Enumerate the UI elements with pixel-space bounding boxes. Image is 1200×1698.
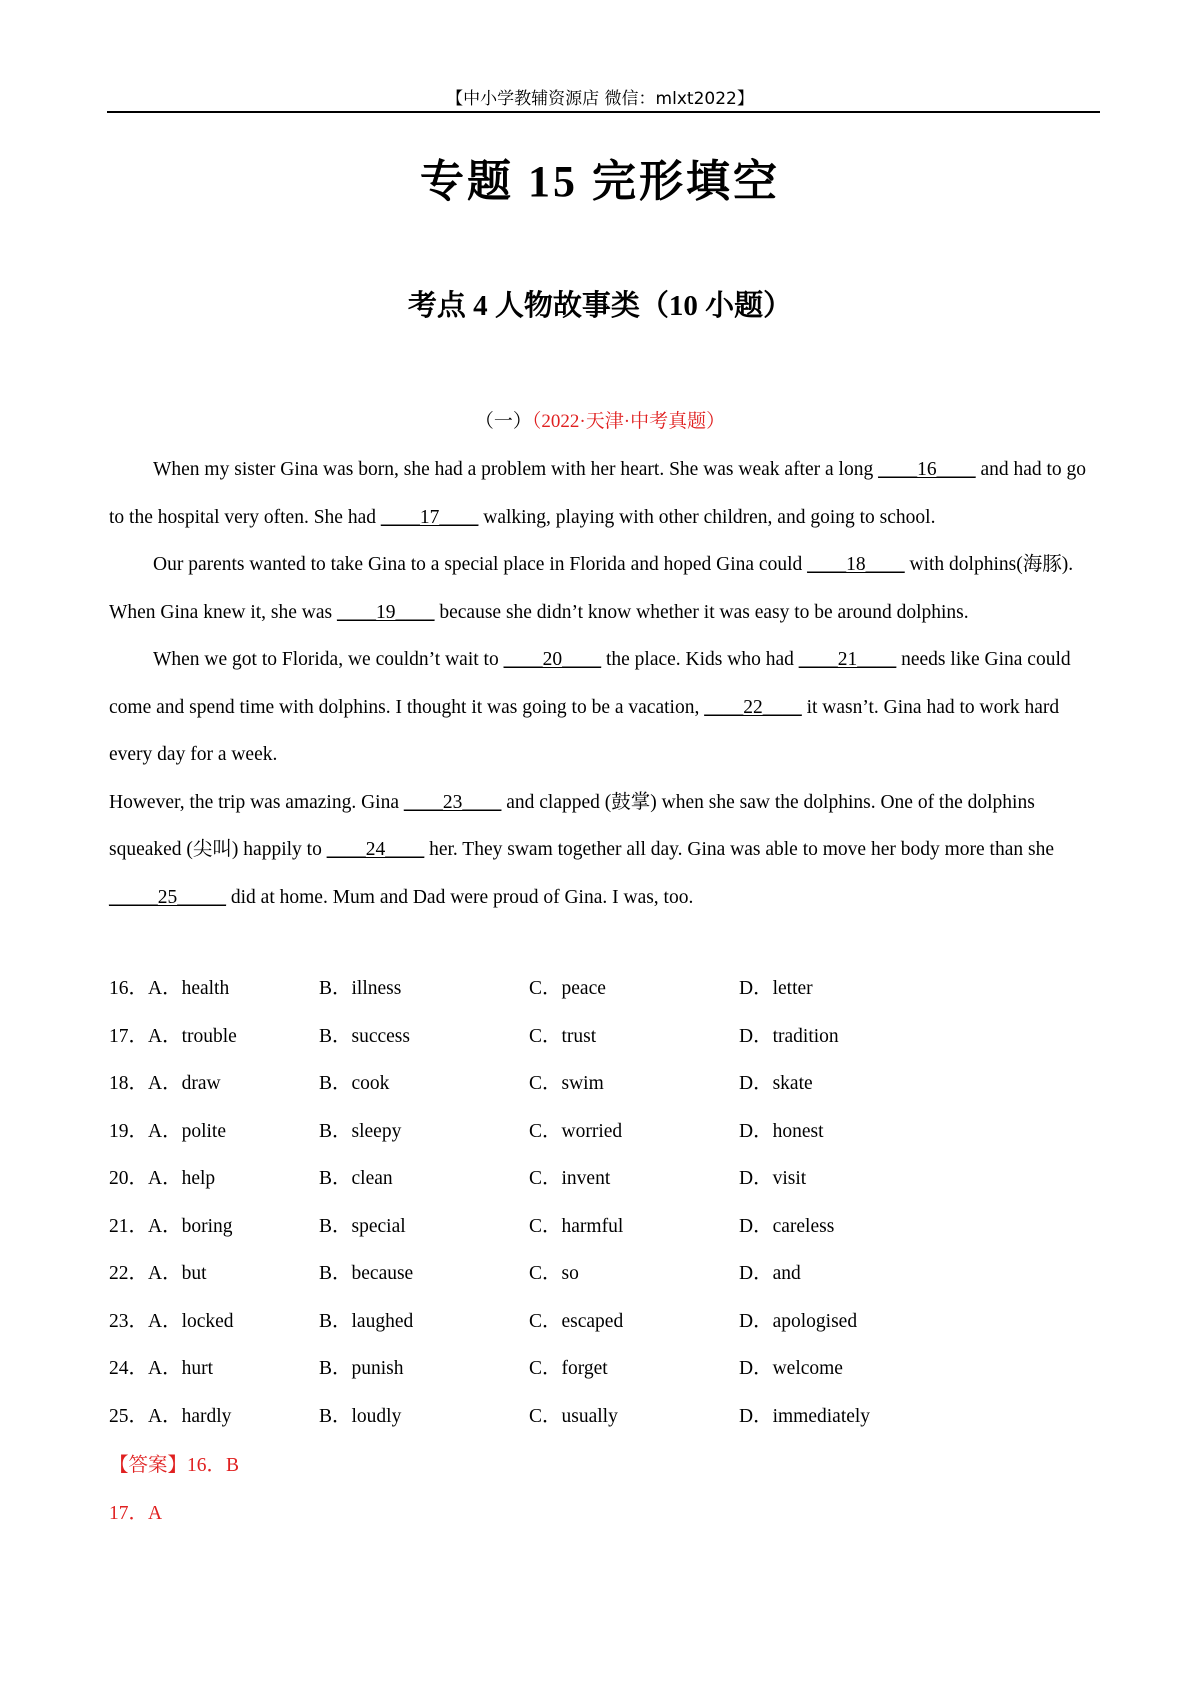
question-row: [109, 1155, 1101, 1203]
answer-line: 【答案】16．B: [109, 1455, 240, 1476]
option-b: B．special: [319, 1215, 406, 1237]
option-a: 24．A．hurt: [109, 1358, 213, 1379]
option-d: D．and: [739, 1263, 801, 1284]
blank-16: ____16____: [878, 459, 976, 480]
answer-section: [109, 1442, 239, 1537]
question-row: [109, 1250, 1101, 1298]
passage-text: When my sister Gina was born, she had a problem with her heart. She was weak after a long: [153, 459, 879, 480]
page-title: 专题 15 完形填空: [420, 157, 780, 206]
option-c: C．escaped: [529, 1310, 624, 1332]
passage-text: However, the trip was amazing. Gina: [109, 791, 404, 813]
passage-paragraph-4: [109, 779, 1101, 922]
option-a: 25．A．hardly: [109, 1405, 232, 1427]
option-b: B．because: [319, 1263, 414, 1284]
section-label: [0, 406, 1200, 433]
option-c: C．peace: [529, 978, 606, 999]
section-source: （2022·天津·中考真题）: [531, 411, 726, 432]
option-b: B．clean: [319, 1168, 393, 1189]
option-c: C．invent: [529, 1168, 611, 1189]
option-b: B．laughed: [319, 1310, 414, 1332]
blank-22: ____22____: [704, 696, 802, 718]
option-d: D．careless: [739, 1215, 835, 1237]
passage-paragraph-2: [109, 541, 1101, 636]
option-d: D．letter: [739, 978, 813, 999]
option-b: B．loudly: [319, 1405, 402, 1427]
passage-paragraph-3: [109, 636, 1101, 779]
page-subtitle: 考点 4 人物故事类（10 小题）: [407, 290, 793, 322]
blank-18: ____18____: [807, 554, 905, 575]
blank-17: ____17____: [380, 506, 479, 528]
blank-19: ____19____: [336, 601, 435, 623]
option-c: C．trust: [529, 1025, 597, 1047]
passage-text: the place. Kids who had: [601, 649, 799, 670]
question-row: [109, 1203, 1101, 1251]
question-row: [109, 1108, 1101, 1156]
option-b: B．sleepy: [319, 1120, 402, 1142]
option-a: 18．A．draw: [109, 1073, 221, 1094]
option-b: B．success: [319, 1025, 410, 1047]
passage-text: and clapped (鼓掌) when she saw the dolphins. One of the dolphins squeaked (尖叫) happily to: [109, 791, 1035, 860]
passage-text: walking, playing with other children, and going to school.: [478, 506, 936, 528]
header-note: 【中小学教辅资源店 微信：mlxt2022】: [446, 89, 754, 109]
question-row: [109, 1060, 1101, 1108]
option-c: C．forget: [529, 1358, 608, 1379]
option-a: 17．A．trouble: [109, 1025, 237, 1047]
blank-24: ____24____: [326, 839, 425, 860]
question-options: [109, 965, 1101, 1440]
option-a: 16．A．health: [109, 978, 230, 999]
passage-text: needs like Gina could come and spend time with dolphins. I thought it was going to be a vacation,: [109, 649, 1071, 718]
question-row: [109, 1013, 1101, 1061]
option-d: D．welcome: [739, 1358, 843, 1379]
answer-line: 17．A: [109, 1502, 163, 1524]
option-d: D．visit: [739, 1168, 807, 1189]
passage-text: with dolphins(海豚). When Gina knew it, she was: [109, 554, 1074, 623]
option-d: D．tradition: [739, 1025, 839, 1047]
option-a: 20．A．help: [109, 1168, 216, 1189]
question-row: [109, 1393, 1101, 1441]
option-c: C．so: [529, 1263, 579, 1284]
option-b: B．punish: [319, 1358, 404, 1379]
header-rule: [107, 111, 1100, 113]
option-a: 19．A．polite: [109, 1120, 226, 1142]
option-d: D．immediately: [739, 1405, 871, 1427]
blank-21: ____21____: [798, 649, 897, 670]
passage-paragraph-1: [109, 446, 1101, 541]
question-row: [109, 1298, 1101, 1346]
blank-20: ____20____: [503, 649, 602, 670]
option-d: D．honest: [739, 1120, 824, 1142]
option-c: C．swim: [529, 1073, 604, 1094]
passage-text: her. They swam together all day. Gina was able to move her body more than she: [424, 839, 1054, 860]
section-prefix: （一）: [474, 411, 532, 432]
question-row: [109, 1345, 1101, 1393]
cloze-passage: [109, 446, 1101, 921]
option-a: 23．A．locked: [109, 1310, 234, 1332]
option-d: D．skate: [739, 1073, 813, 1094]
passage-text: because she didn’t know whether it was easy to be around dolphins.: [434, 601, 969, 623]
blank-25: _____25_____: [109, 886, 226, 908]
option-b: B．cook: [319, 1073, 390, 1094]
passage-text: When we got to Florida, we couldn’t wait to: [153, 649, 504, 670]
passage-text: and had to go to the hospital very often. She had: [109, 459, 1087, 528]
option-c: C．worried: [529, 1120, 623, 1142]
blank-23: ____23____: [403, 791, 502, 813]
option-a: 22．A．but: [109, 1263, 207, 1284]
option-c: C．usually: [529, 1405, 618, 1427]
option-c: C．harmful: [529, 1215, 624, 1237]
passage-text: Our parents wanted to take Gina to a special place in Florida and hoped Gina could: [153, 554, 808, 575]
question-row: [109, 965, 1101, 1013]
passage-text: it wasn’t. Gina had to work hard every day for a week.: [109, 696, 1060, 765]
option-b: B．illness: [319, 978, 402, 999]
passage-text: did at home. Mum and Dad were proud of Gina. I was, too.: [226, 886, 694, 908]
option-a: 21．A．boring: [109, 1215, 233, 1237]
option-d: D．apologised: [739, 1310, 858, 1332]
